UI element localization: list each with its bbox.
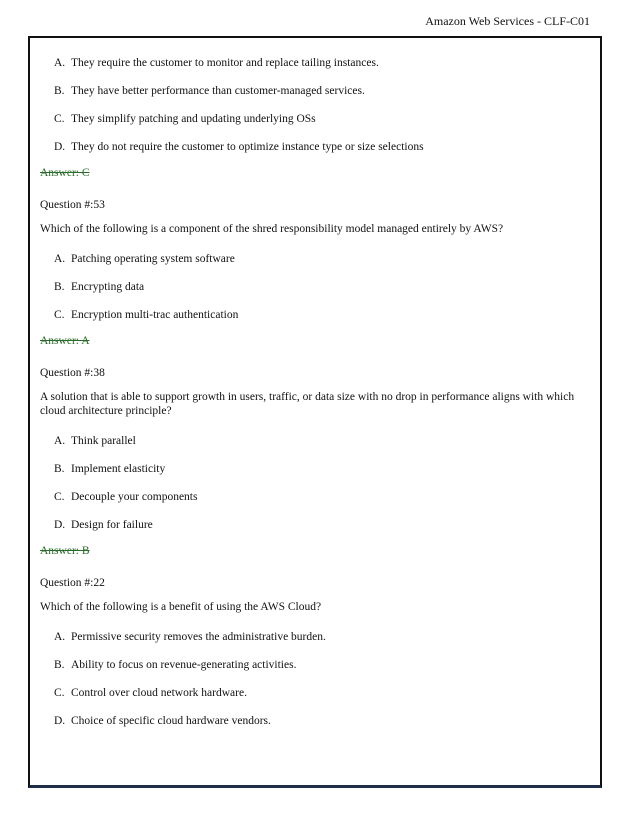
option-letter: C.: [54, 687, 65, 699]
question-number: Question #:22: [40, 577, 105, 589]
option-b: [40, 274, 600, 302]
option-text: Ability to focus on revenue-generating activities.: [71, 659, 297, 671]
option-text: Choice of specific cloud hardware vendors.: [71, 715, 271, 727]
option-letter: A.: [54, 631, 66, 643]
option-letter: A.: [54, 57, 66, 69]
option-d: [40, 708, 600, 736]
option-text: Think parallel: [71, 435, 136, 447]
option-c: [40, 484, 600, 512]
answer-label: Answer: C: [40, 167, 90, 179]
option-text: Implement elasticity: [71, 463, 166, 475]
option-letter: B.: [54, 281, 65, 293]
question-text: Which of the following is a component of the shred responsibility model managed entirely by AWS?: [40, 223, 504, 235]
option-c: [40, 680, 600, 708]
option-c: [40, 106, 600, 134]
option-text: Permissive security removes the administrative burden.: [71, 631, 326, 643]
option-letter: D.: [54, 715, 66, 727]
option-text: Control over cloud network hardware.: [71, 687, 247, 699]
option-letter: B.: [54, 463, 65, 475]
option-letter: A.: [54, 253, 66, 265]
option-letter: B.: [54, 85, 65, 97]
option-letter: B.: [54, 659, 65, 671]
option-d: [40, 134, 600, 162]
document-content: [40, 50, 600, 736]
option-letter: C.: [54, 491, 65, 503]
option-a: [40, 50, 600, 78]
option-b: [40, 456, 600, 484]
option-b: [40, 652, 600, 680]
option-text: Encrypting data: [71, 281, 145, 293]
question-text: A solution that is able to support growth in users, traffic, or data size with no drop in performance aligns with which cloud architecture principle?: [40, 391, 575, 417]
option-letter: C.: [54, 113, 65, 125]
option-a: [40, 428, 600, 456]
option-text: Decouple your components: [71, 491, 198, 503]
option-text: They have better performance than customer-managed services.: [71, 85, 365, 97]
option-letter: A.: [54, 435, 66, 447]
option-letter: D.: [54, 519, 66, 531]
question-number: Question #:38: [40, 367, 105, 379]
question-number: Question #:53: [40, 199, 105, 211]
option-text: Patching operating system software: [71, 253, 235, 265]
option-a: [40, 246, 600, 274]
option-text: Design for failure: [71, 519, 153, 531]
option-letter: D.: [54, 141, 66, 153]
question-text: Which of the following is a benefit of using the AWS Cloud?: [40, 601, 322, 613]
option-text: They do not require the customer to optimize instance type or size selections: [71, 141, 424, 153]
answer-label: Answer: A: [40, 335, 90, 347]
answer-label: Answer: B: [40, 545, 90, 557]
option-text: They simplify patching and updating underlying OSs: [71, 113, 316, 125]
page-header: Amazon Web Services - CLF-C01: [425, 14, 590, 28]
option-d: [40, 512, 600, 540]
option-a: [40, 624, 600, 652]
option-text: Encryption multi-trac authentication: [71, 309, 239, 321]
option-b: [40, 78, 600, 106]
option-c: [40, 302, 600, 330]
option-text: They require the customer to monitor and replace tailing instances.: [71, 57, 379, 69]
option-letter: C.: [54, 309, 65, 321]
